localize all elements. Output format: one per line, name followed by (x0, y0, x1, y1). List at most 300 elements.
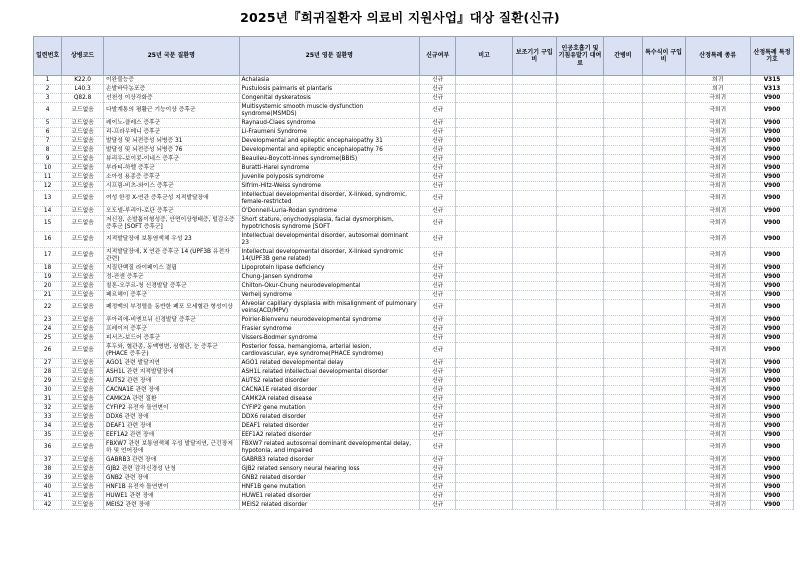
table-row (34, 264, 794, 273)
special-diet-cell (642, 264, 685, 273)
special-diet-cell (642, 368, 685, 377)
special-diet-cell (642, 334, 685, 343)
ventilator-cell (556, 325, 603, 334)
serial-cell: 13 (34, 191, 62, 207)
special-symbol-cell: V900 (750, 207, 793, 216)
assistive-device-cell (512, 232, 556, 248)
serial-cell: 8 (34, 146, 62, 155)
code-cell: 코드없음 (62, 264, 104, 273)
special-type-cell: 극희귀 (685, 456, 750, 465)
note-cell (456, 440, 512, 456)
english-name-cell: Intellectual developmental disorder, autosomal dominant 23 (239, 232, 420, 248)
special-diet-cell (642, 94, 685, 103)
note-cell (456, 164, 512, 173)
special-type-cell: 극희귀 (685, 128, 750, 137)
special-diet-cell (642, 431, 685, 440)
ventilator-cell (556, 465, 603, 474)
special-type-cell: 극희귀 (685, 282, 750, 291)
note-cell (456, 173, 512, 182)
status-cell: 신규 (420, 137, 456, 146)
serial-cell: 27 (34, 359, 62, 368)
ventilator-cell (556, 128, 603, 137)
serial-cell: 37 (34, 456, 62, 465)
serial-cell: 33 (34, 413, 62, 422)
korean-name-cell: 뷰리우-보이콧-이네스 증후군 (104, 155, 240, 164)
code-cell: 코드없음 (62, 377, 104, 386)
ventilator-cell (556, 404, 603, 413)
ventilator-cell (556, 377, 603, 386)
code-cell: 코드없음 (62, 128, 104, 137)
special-type-cell: 극희귀 (685, 395, 750, 404)
special-symbol-cell: V900 (750, 164, 793, 173)
caregiver-cell (604, 501, 642, 510)
english-name-cell: Sifrim-Hitz-Weiss syndrome (239, 182, 420, 191)
caregiver-cell (604, 232, 642, 248)
ventilator-cell (556, 248, 603, 264)
korean-name-cell: 다발계통의 평활근 기능이상 증후군 (104, 103, 240, 119)
special-diet-cell (642, 413, 685, 422)
special-symbol-cell: V900 (750, 128, 793, 137)
note-cell (456, 85, 512, 94)
col-header-status: 신규여부 (420, 37, 456, 76)
special-diet-cell (642, 173, 685, 182)
status-cell: 신규 (420, 182, 456, 191)
special-diet-cell (642, 137, 685, 146)
special-diet-cell (642, 343, 685, 359)
caregiver-cell (604, 207, 642, 216)
serial-cell: 42 (34, 501, 62, 510)
special-type-cell: 극희귀 (685, 474, 750, 483)
assistive-device-cell (512, 173, 556, 182)
special-type-cell: 극희귀 (685, 103, 750, 119)
serial-cell: 29 (34, 377, 62, 386)
assistive-device-cell (512, 386, 556, 395)
english-name-cell: Beaulieu-Boycott-Innes syndrome(BBIS) (239, 155, 420, 164)
status-cell: 신규 (420, 483, 456, 492)
ventilator-cell (556, 264, 603, 273)
note-cell (456, 182, 512, 191)
special-diet-cell (642, 325, 685, 334)
english-name-cell: CACNA1E related disorder (239, 386, 420, 395)
code-cell: 코드없음 (62, 248, 104, 264)
serial-cell: 6 (34, 128, 62, 137)
note-cell (456, 325, 512, 334)
korean-name-cell: 지적발달장애, X 연관 증후군 14 (UPF3B 유전자 관련) (104, 248, 240, 264)
serial-cell: 11 (34, 173, 62, 182)
caregiver-cell (604, 431, 642, 440)
code-cell: 코드없음 (62, 465, 104, 474)
serial-cell: 36 (34, 440, 62, 456)
ventilator-cell (556, 343, 603, 359)
status-cell: 신규 (420, 119, 456, 128)
ventilator-cell (556, 300, 603, 316)
serial-cell: 21 (34, 291, 62, 300)
korean-name-cell: MEIS2 관련 장애 (104, 501, 240, 510)
special-symbol-cell: V900 (750, 474, 793, 483)
assistive-device-cell (512, 483, 556, 492)
code-cell: 코드없음 (62, 431, 104, 440)
special-diet-cell (642, 207, 685, 216)
special-diet-cell (642, 465, 685, 474)
special-diet-cell (642, 501, 685, 510)
korean-name-cell: 여성 한정 X-연관 증후군성 지적발달장애 (104, 191, 240, 207)
assistive-device-cell (512, 368, 556, 377)
english-name-cell: DEAF1 related disorder (239, 422, 420, 431)
table-row (34, 182, 794, 191)
table-row (34, 413, 794, 422)
assistive-device-cell (512, 359, 556, 368)
special-type-cell: 극희귀 (685, 334, 750, 343)
special-diet-cell (642, 404, 685, 413)
special-symbol-cell: V900 (750, 103, 793, 119)
note-cell (456, 300, 512, 316)
code-cell: 코드없음 (62, 103, 104, 119)
special-type-cell: 극희귀 (685, 386, 750, 395)
status-cell: 신규 (420, 103, 456, 119)
ventilator-cell (556, 191, 603, 207)
special-symbol-cell: V900 (750, 359, 793, 368)
assistive-device-cell (512, 300, 556, 316)
code-cell: 코드없음 (62, 191, 104, 207)
special-diet-cell (642, 291, 685, 300)
korean-name-cell: 지질단백질 라이페이스 결핍 (104, 264, 240, 273)
table-row (34, 386, 794, 395)
col-header-assistive-device: 보조기기 구입비 (512, 37, 556, 76)
special-diet-cell (642, 456, 685, 465)
english-name-cell: GJB2 related sensory neural hearing loss (239, 465, 420, 474)
caregiver-cell (604, 465, 642, 474)
ventilator-cell (556, 334, 603, 343)
special-type-cell: 극희귀 (685, 216, 750, 232)
serial-cell: 15 (34, 216, 62, 232)
ventilator-cell (556, 291, 603, 300)
assistive-device-cell (512, 85, 556, 94)
status-cell: 신규 (420, 282, 456, 291)
special-type-cell: 극희귀 (685, 325, 750, 334)
ventilator-cell (556, 173, 603, 182)
assistive-device-cell (512, 216, 556, 232)
caregiver-cell (604, 94, 642, 103)
special-diet-cell (642, 422, 685, 431)
special-symbol-cell: V900 (750, 413, 793, 422)
serial-cell: 32 (34, 404, 62, 413)
serial-cell: 19 (34, 273, 62, 282)
code-cell: 코드없음 (62, 404, 104, 413)
english-name-cell: Congenital dyskeratosis (239, 94, 420, 103)
note-cell (456, 282, 512, 291)
special-type-cell: 극희귀 (685, 232, 750, 248)
special-type-cell: 극희귀 (685, 492, 750, 501)
korean-name-cell: DEAF1 관련 장애 (104, 422, 240, 431)
assistive-device-cell (512, 334, 556, 343)
status-cell: 신규 (420, 431, 456, 440)
english-name-cell: Intellectual developmental disorder, X-linked, syndromic, female-restricted (239, 191, 420, 207)
serial-cell: 40 (34, 483, 62, 492)
code-cell: 코드없음 (62, 456, 104, 465)
header-row (34, 37, 794, 76)
korean-name-cell: 칠톤-오쿠르-청 신경발달 증후군 (104, 282, 240, 291)
caregiver-cell (604, 343, 642, 359)
status-cell: 신규 (420, 359, 456, 368)
ventilator-cell (556, 273, 603, 282)
special-type-cell: 극희귀 (685, 343, 750, 359)
note-cell (456, 343, 512, 359)
korean-name-cell: 정-잔센 증후군 (104, 273, 240, 282)
code-cell: 코드없음 (62, 501, 104, 510)
assistive-device-cell (512, 474, 556, 483)
special-type-cell: 극희귀 (685, 316, 750, 325)
table-row (34, 146, 794, 155)
assistive-device-cell (512, 395, 556, 404)
table-row (34, 103, 794, 119)
table-row (34, 431, 794, 440)
special-diet-cell (642, 103, 685, 119)
note-cell (456, 191, 512, 207)
special-symbol-cell: V900 (750, 119, 793, 128)
special-type-cell: 극희귀 (685, 300, 750, 316)
special-symbol-cell: V900 (750, 191, 793, 207)
code-cell: 코드없음 (62, 164, 104, 173)
assistive-device-cell (512, 273, 556, 282)
ventilator-cell (556, 431, 603, 440)
note-cell (456, 431, 512, 440)
code-cell: 코드없음 (62, 343, 104, 359)
special-symbol-cell: V900 (750, 173, 793, 182)
table-row (34, 85, 794, 94)
ventilator-cell (556, 440, 603, 456)
caregiver-cell (604, 474, 642, 483)
ventilator-cell (556, 207, 603, 216)
english-name-cell: Raynaud-Claes syndrome (239, 119, 420, 128)
serial-cell: 4 (34, 103, 62, 119)
serial-cell: 38 (34, 465, 62, 474)
table-row (34, 76, 794, 85)
caregiver-cell (604, 164, 642, 173)
serial-cell: 2 (34, 85, 62, 94)
note-cell (456, 474, 512, 483)
special-diet-cell (642, 119, 685, 128)
table-row (34, 325, 794, 334)
special-type-cell: 극희귀 (685, 291, 750, 300)
korean-name-cell: AUTS2 관련 장애 (104, 377, 240, 386)
note-cell (456, 501, 512, 510)
korean-name-cell: 오도넬-루리아-로단 증후군 (104, 207, 240, 216)
serial-cell: 31 (34, 395, 62, 404)
special-type-cell: 극희귀 (685, 146, 750, 155)
caregiver-cell (604, 248, 642, 264)
serial-cell: 30 (34, 386, 62, 395)
serial-cell: 14 (34, 207, 62, 216)
note-cell (456, 492, 512, 501)
special-symbol-cell: V900 (750, 282, 793, 291)
status-cell: 신규 (420, 173, 456, 182)
special-diet-cell (642, 474, 685, 483)
special-type-cell: 희귀 (685, 76, 750, 85)
ventilator-cell (556, 164, 603, 173)
english-name-cell: AUTS2 related disorder (239, 377, 420, 386)
special-type-cell: 극희귀 (685, 155, 750, 164)
special-diet-cell (642, 377, 685, 386)
assistive-device-cell (512, 207, 556, 216)
note-cell (456, 395, 512, 404)
code-cell: 코드없음 (62, 300, 104, 316)
status-cell: 신규 (420, 465, 456, 474)
special-type-cell: 극희귀 (685, 119, 750, 128)
status-cell: 신규 (420, 85, 456, 94)
serial-cell: 28 (34, 368, 62, 377)
special-type-cell: 극희귀 (685, 191, 750, 207)
code-cell: L40.3 (62, 85, 104, 94)
serial-cell: 35 (34, 431, 62, 440)
status-cell: 신규 (420, 146, 456, 155)
special-diet-cell (642, 492, 685, 501)
col-header-special-symbol: 산정특례 특정기호 (750, 37, 793, 76)
serial-cell: 5 (34, 119, 62, 128)
table-row (34, 422, 794, 431)
caregiver-cell (604, 413, 642, 422)
code-cell: 코드없음 (62, 440, 104, 456)
special-diet-cell (642, 155, 685, 164)
table-row (34, 119, 794, 128)
code-cell: 코드없음 (62, 359, 104, 368)
caregiver-cell (604, 456, 642, 465)
korean-name-cell: AGO1 관련 발달지연 (104, 359, 240, 368)
note-cell (456, 386, 512, 395)
ventilator-cell (556, 474, 603, 483)
assistive-device-cell (512, 325, 556, 334)
ventilator-cell (556, 483, 603, 492)
table-row (34, 343, 794, 359)
korean-name-cell: 이완불능증 (104, 76, 240, 85)
english-name-cell: Developmental and epileptic encephalopathy 31 (239, 137, 420, 146)
special-diet-cell (642, 191, 685, 207)
assistive-device-cell (512, 264, 556, 273)
serial-cell: 26 (34, 343, 62, 359)
korean-name-cell: 부라티-하렐 증후군 (104, 164, 240, 173)
ventilator-cell (556, 232, 603, 248)
table-body (34, 76, 794, 510)
note-cell (456, 94, 512, 103)
caregiver-cell (604, 103, 642, 119)
status-cell: 신규 (420, 422, 456, 431)
caregiver-cell (604, 368, 642, 377)
disease-table (33, 36, 794, 510)
serial-cell: 23 (34, 316, 62, 325)
special-symbol-cell: V900 (750, 377, 793, 386)
special-symbol-cell: V900 (750, 386, 793, 395)
special-diet-cell (642, 164, 685, 173)
ventilator-cell (556, 76, 603, 85)
special-diet-cell (642, 440, 685, 456)
table-row (34, 395, 794, 404)
caregiver-cell (604, 325, 642, 334)
note-cell (456, 404, 512, 413)
serial-cell: 16 (34, 232, 62, 248)
english-name-cell: ASH1L related intellectual developmental disorder (239, 368, 420, 377)
korean-name-cell: 페르헤이 증후군 (104, 291, 240, 300)
ventilator-cell (556, 119, 603, 128)
assistive-device-cell (512, 465, 556, 474)
serial-cell: 17 (34, 248, 62, 264)
korean-name-cell: 시프림-비츠-와이스 증후군 (104, 182, 240, 191)
status-cell: 신규 (420, 456, 456, 465)
special-symbol-cell: V900 (750, 440, 793, 456)
assistive-device-cell (512, 440, 556, 456)
korean-name-cell: 폐정맥의 부정렬을 동반한 폐포 모세혈관 형성이상 (104, 300, 240, 316)
status-cell: 신규 (420, 334, 456, 343)
assistive-device-cell (512, 431, 556, 440)
caregiver-cell (604, 146, 642, 155)
special-diet-cell (642, 300, 685, 316)
note-cell (456, 465, 512, 474)
note-cell (456, 483, 512, 492)
caregiver-cell (604, 85, 642, 94)
table-row (34, 173, 794, 182)
ventilator-cell (556, 492, 603, 501)
table-row (34, 368, 794, 377)
status-cell: 신규 (420, 207, 456, 216)
korean-name-cell: 후두와, 혈관종, 동맥병변, 심혈관, 눈 증후군(PHACE 증후군) (104, 343, 240, 359)
serial-cell: 25 (34, 334, 62, 343)
note-cell (456, 207, 512, 216)
col-header-code: 상병코드 (62, 37, 104, 76)
table-row (34, 248, 794, 264)
note-cell (456, 103, 512, 119)
assistive-device-cell (512, 492, 556, 501)
status-cell: 신규 (420, 474, 456, 483)
special-diet-cell (642, 232, 685, 248)
english-name-cell: Posterior fossa, hemangioma, arterial lesion, cardiovascular, eye syndrome(PHACE syndrome) (239, 343, 420, 359)
english-name-cell: Verheij syndrome (239, 291, 420, 300)
table-row (34, 377, 794, 386)
status-cell: 신규 (420, 413, 456, 422)
status-cell: 신규 (420, 368, 456, 377)
code-cell: 코드없음 (62, 334, 104, 343)
note-cell (456, 456, 512, 465)
ventilator-cell (556, 216, 603, 232)
table-row (34, 232, 794, 248)
special-type-cell: 극희귀 (685, 94, 750, 103)
special-symbol-cell: V900 (750, 501, 793, 510)
status-cell: 신규 (420, 377, 456, 386)
special-diet-cell (642, 359, 685, 368)
assistive-device-cell (512, 182, 556, 191)
note-cell (456, 128, 512, 137)
table-row (34, 207, 794, 216)
code-cell: 코드없음 (62, 386, 104, 395)
caregiver-cell (604, 483, 642, 492)
table-row (34, 155, 794, 164)
code-cell: 코드없음 (62, 368, 104, 377)
caregiver-cell (604, 128, 642, 137)
special-symbol-cell: V900 (750, 492, 793, 501)
special-type-cell: 극희귀 (685, 359, 750, 368)
caregiver-cell (604, 492, 642, 501)
code-cell: 코드없음 (62, 474, 104, 483)
korean-name-cell: 발달성 및 뇌전증성 뇌병증 31 (104, 137, 240, 146)
assistive-device-cell (512, 291, 556, 300)
korean-name-cell: 손발바닥농포증 (104, 85, 240, 94)
status-cell: 신규 (420, 386, 456, 395)
table-row (34, 483, 794, 492)
korean-name-cell: ASH1L 관련 지적발달장애 (104, 368, 240, 377)
korean-name-cell: 프레이저 증후군 (104, 325, 240, 334)
col-header-ventilator: 인공호흡기 및 기침유발기 대여료 (556, 37, 603, 76)
status-cell: 신규 (420, 164, 456, 173)
assistive-device-cell (512, 155, 556, 164)
table-row (34, 465, 794, 474)
special-diet-cell (642, 216, 685, 232)
